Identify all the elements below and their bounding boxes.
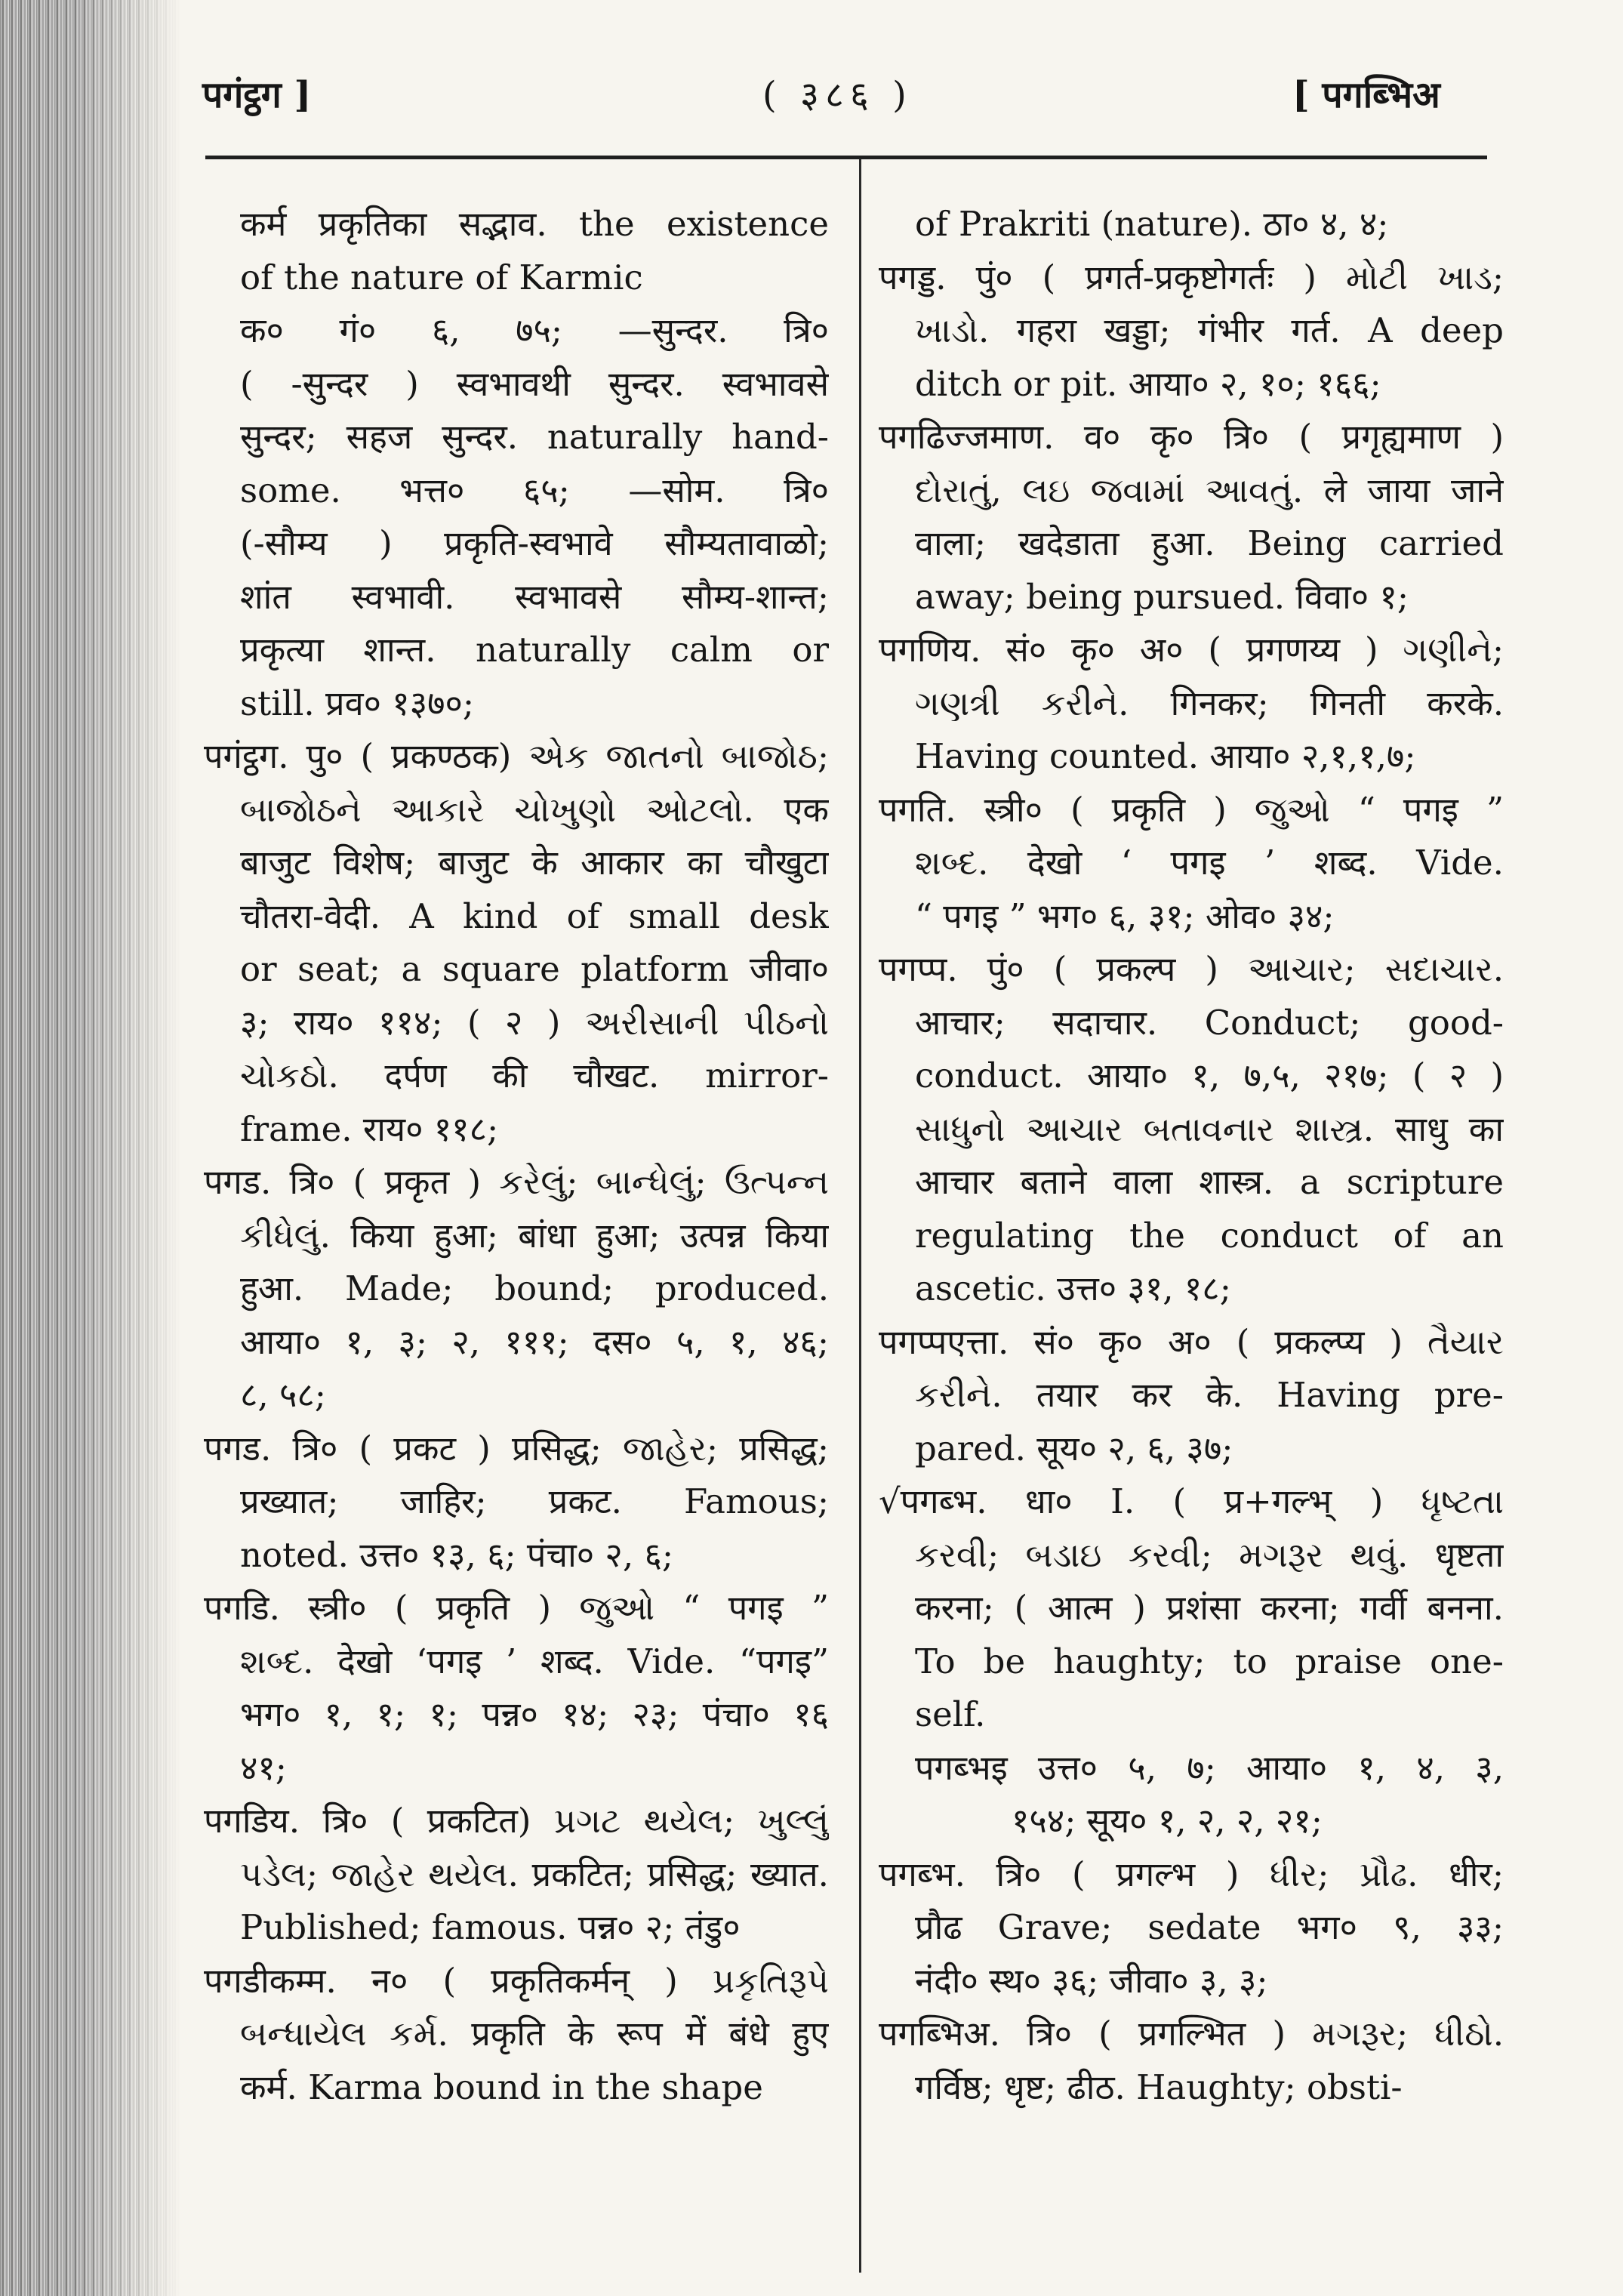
text-line: प्रख्यात; जाहिर; प्रकट. Famous;: [240, 1481, 829, 1521]
text-line: आचार; सदाचार. Conduct; good-: [915, 1002, 1504, 1043]
text-line: आया० १, ३; २, १११; दस० ५, १, ४६;: [240, 1321, 829, 1362]
text-line: or seat; a square platform जीवा०: [240, 949, 829, 989]
text-line: કરીને. तयार कर के. Having pre-: [915, 1375, 1504, 1415]
text-line: √पगब्भ. धा० I. ( प्र+गल्भ् ) ધૃષ્ટતા: [879, 1481, 1504, 1521]
text-line: frame. राय० ११८;: [240, 1108, 499, 1149]
text-line: (-सौम्य ) प्रकृति-स्वभावे सौम्यतावाळो;: [240, 523, 829, 563]
text-line: ચોકઠો. दर्पण की चौखट. mirror-: [240, 1056, 829, 1096]
text-line: ખાડો. गहरा खड्डा; गंभीर गर्त. A deep: [915, 310, 1504, 350]
text-line: पगड. त्रि० ( प्रकृत ) કરેલું; બાન્ધેલું; ઉત્પન્ન: [204, 1162, 829, 1202]
text-line: ascetic. उत्त० ३१, १८;: [915, 1268, 1231, 1308]
text-line: शांत स्वभावी. स्वभावसे सौम्य-शान्त;: [240, 576, 829, 617]
text-line: प्रौढ Grave; sedate भग० ९, ३३;: [915, 1907, 1504, 1947]
text-line: पगति. स्त्री० ( प्रकृति ) જુઓ “ पगइ ”: [879, 789, 1504, 830]
text-line: करना; ( आत्म ) प्रशंसा करना; गर्वी बनना.: [915, 1588, 1504, 1628]
text-line: ४१;: [240, 1747, 287, 1788]
text-line: पगब्भइ उत्त० ५, ७; आया० १, ४, ३,: [915, 1747, 1504, 1788]
text-line: બાજોઠને આકારે ચોખુણો ઓટલો. एक: [240, 789, 829, 830]
text-line: શબ્દ. देखो ‘पगइ ’ शब्द. Vide. “पगइ”: [240, 1641, 829, 1681]
text-line: पगप्पएत्ता. सं० कृ० अ० ( प्रकल्प्य ) તૈયાર: [879, 1321, 1504, 1362]
text-line: आचार बताने वाला शास्त्र. a scripture: [915, 1162, 1504, 1202]
text-line: चौतरा-वेदी. A kind of small desk: [240, 895, 829, 936]
text-line: पगब्भिअ. त्रि० ( प्रगल्भित ) મગરૂર; ધીઠો.: [879, 2014, 1504, 2054]
text-line: regulating the conduct of an: [915, 1215, 1504, 1256]
text-line: Published; famous. पन्न० २; तंडु०: [240, 1907, 741, 1947]
text-line: ८, ५८;: [240, 1375, 326, 1415]
header-rule: [205, 156, 1487, 159]
page-number: ( ३८६ ): [762, 74, 913, 116]
text-line: पगडि. स्त्री० ( प्रकृति ) જુઓ “ पगइ ”: [204, 1588, 829, 1628]
text-line: conduct. आया० १, ७,५, २१७; ( २ ): [915, 1056, 1504, 1096]
book-binding-shadow: [0, 0, 181, 2296]
text-line: કરવી; બડાઇ કરવી; મગરૂર થવું. धृष्टता: [915, 1534, 1504, 1575]
column-divider: [859, 159, 861, 2273]
text-line: पगब्भ. त्रि० ( प्रगल्भ ) ધીર; પ્રૌઢ. धीर;: [879, 1854, 1504, 1894]
text-line: पगप्प. पुं० ( प्रकल्प ) આચાર; સદાચાર.: [879, 949, 1504, 989]
text-line: पगणिय. सं० कृ० अ० ( प्रगणय्य ) ગણીને;: [879, 630, 1504, 670]
text-line: ditch or pit. आया० २, १०; १६६;: [915, 363, 1381, 404]
text-line: of Prakriti (nature). ठा० ४, ४;: [915, 204, 1389, 244]
text-line: वाला; खदेडाता हुआ. Being carried: [915, 523, 1504, 563]
text-line: પડેલ; જાહેર થયેલ. प्रकटित; प्रसिद्ध; ख्यात.: [240, 1854, 829, 1894]
text-line: पगडीकम्म. न० ( प्रकृतिकर्मन् ) પ્રકૃતિરૂપે: [204, 1960, 829, 2001]
text-line: pared. सूय० २, ६, ३७;: [915, 1428, 1233, 1469]
text-line: ३; राय० ११४; ( २ ) અરીસાની પીઠનો: [240, 1002, 829, 1043]
text-line: કીધેલું. किया हुआ; बांधा हुआ; उत्पन्न किया: [240, 1215, 829, 1256]
text-line: पगड्ड. पुं० ( प्रगर्त-प्रकृष्टोगर्तः ) મોટી ખાડ;: [879, 257, 1504, 297]
text-line: हुआ. Made; bound; produced.: [240, 1268, 829, 1308]
text-line: बाजुट विशेष; बाजुट के आकार का चौखुटा: [240, 843, 829, 883]
text-line: noted. उत्त० १३, ६; पंचा० २, ६;: [240, 1534, 674, 1575]
text-line: some. भत्त० ६५; —सोम. त्रि०: [240, 470, 829, 510]
text-line: पगड. त्रि० ( प्रकट ) प्रसिद्ध; જાહેર; प्रसिद्ध;: [204, 1428, 829, 1469]
text-line: नंदी० स्थ० ३६; जीवा० ३, ३;: [915, 1960, 1268, 2001]
text-line: पगडिय. त्रि० ( प्रकटित) પ્રગટ થયેલ; ખુલ્લું: [204, 1801, 829, 1841]
text-line: प्रकृत्या शान्त. naturally calm or: [240, 630, 829, 670]
text-line: self.: [915, 1694, 986, 1734]
right-column: [879, 198, 1504, 2114]
text-line: ગણત્રી કરીને. गिनकर; गिनती करके.: [915, 683, 1504, 723]
text-line: कर्म. Karma bound in the shape: [240, 2066, 763, 2107]
text-line: બન્ધાયેલ કર્મ. प्रकृति के रूप में बंधे हुए: [240, 2014, 829, 2054]
running-head-right: [ पगब्भिअ: [1292, 74, 1440, 116]
text-line: of the nature of Karmic: [240, 257, 643, 297]
left-column: [204, 198, 829, 2114]
text-line: क० गं० ६, ७५; —सुन्दर. त्रि०: [240, 310, 829, 350]
text-line: Having counted. आया० २,१,१,७;: [915, 736, 1416, 776]
text-line: सुन्दर; सहज सुन्दर. naturally hand-: [240, 417, 829, 457]
text-line: भग० १, १; १; पन्न० १४; २३; पंचा० १६: [240, 1694, 829, 1734]
text-line: દોરાતું, લઇ જવામાં આવતું. ले जाया जाने: [915, 470, 1504, 510]
text-line: still. प्रव० १३७०;: [240, 683, 475, 723]
text-line: away; being pursued. विवा० १;: [915, 576, 1409, 617]
text-line: कर्म प्रकृतिका सद्भाव. the existence: [240, 204, 829, 244]
text-line: શબ્દ. देखो ‘ पगइ ’ शब्द. Vide.: [915, 843, 1504, 883]
text-line: पगंट्ठग. पु० ( प्रकण्ठक) એક જાતનો બાજોઠ;: [204, 736, 829, 776]
running-head-left: पगंट्ठग ]: [202, 74, 312, 116]
text-line: पगढिज्जमाण. व० कृ० त्रि० ( प्रगृह्यमाण ): [879, 417, 1504, 457]
text-line: १५४; सूय० १, २, २, २१;: [1012, 1801, 1323, 1841]
text-line: “ पगइ ” भग० ६, ३१; ओव० ३४;: [915, 895, 1335, 936]
text-line: To be haughty; to praise one-: [915, 1641, 1504, 1681]
text-line: गर्विष्ठ; धृष्ट; ढीठ. Haughty; obsti-: [915, 2066, 1403, 2107]
text-line: ( -सुन्दर ) स्वभावथी सुन्दर. स्वभावसे: [240, 363, 829, 404]
text-line: સાધુનો આચાર બતાવનાર શાસ્ત્ર. साधु का: [915, 1108, 1504, 1149]
